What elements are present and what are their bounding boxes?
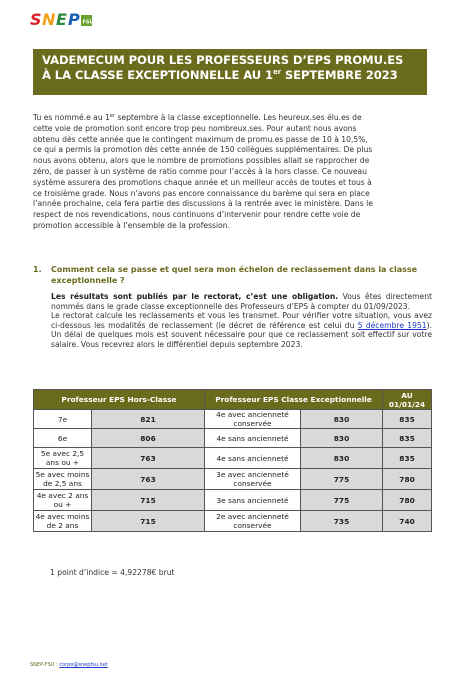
ce-indice-cell: 735 [301, 511, 383, 532]
header-hors-classe: Professeur EPS Hors-Classe [34, 390, 205, 410]
table-row [34, 511, 432, 532]
table-row [34, 490, 432, 511]
hc-echelon-cell: 6e [34, 429, 92, 448]
hc-indice-cell: 763 [92, 469, 205, 490]
au-2024-cell: 835 [383, 410, 432, 429]
intro-line: promotion accessible à l’ensemble de la profession. [33, 220, 230, 230]
hc-echelon-cell: 5e avec moins de 2,5 ans [34, 469, 92, 490]
intro-paragraph [33, 113, 431, 232]
table-header-row [34, 390, 432, 410]
hc-echelon-cell: 4e avec moins de 2 ans [34, 511, 92, 532]
hc-echelon-cell: 5e avec 2,5 ans ou + [34, 448, 92, 469]
ce-indice-cell: 775 [301, 490, 383, 511]
ce-echelon-cell: 2e avec ancienneté conservée [205, 511, 301, 532]
section-question [51, 265, 431, 286]
page-title [33, 49, 427, 95]
intro-line: nous avons obtenu, alors que le nombre de promotions possibles allait se rapprocher de [33, 156, 370, 166]
footer-email-link[interactable]: corpo@snepfsu.net [59, 662, 108, 668]
hc-echelon-cell: 7e [34, 410, 92, 429]
intro-line: obtenu dès cette année que le contingent maximum de promu.es passe de 10 à 10,5%, [33, 134, 368, 144]
decree-link[interactable]: 5 décembre 1951 [357, 320, 427, 330]
ce-indice-cell: 830 [301, 448, 383, 469]
table-row [34, 410, 432, 429]
hc-indice-cell: 763 [92, 448, 205, 469]
svg-text:E: E [56, 10, 67, 29]
footer-org: SNEP-FSU : [30, 662, 60, 668]
hc-indice-cell: 715 [92, 511, 205, 532]
table-row [34, 429, 432, 448]
section-number: 1. [33, 265, 42, 274]
au-2024-cell: 740 [383, 511, 432, 532]
header-classe-exceptionnelle: Professeur EPS Classe Exceptionnelle [205, 390, 383, 410]
snep-logo [28, 6, 108, 32]
section-1-body [51, 292, 432, 350]
ce-indice-cell: 830 [301, 410, 383, 429]
title-line-2 [42, 68, 427, 83]
ce-indice-cell: 830 [301, 429, 383, 448]
index-point-footnote: 1 point d’indice = 4,92278€ brut [50, 568, 175, 577]
svg-text:S: S [30, 10, 42, 29]
section-paragraph-2-post: ). Un délai de quelques mois est souvent nécessaire pour que ce reclassement soit effectif sur votre salaire. Vous recevrez alors le différentiel depuis septembre 2023. [51, 320, 432, 349]
table-row [34, 469, 432, 490]
title-line-2-sup: er [272, 68, 281, 76]
ce-echelon-cell: 4e sans ancienneté [205, 448, 301, 469]
intro-line: cette voie de promotion sont encore trop peu nombreux.ses. Pour autant nous avons [33, 123, 357, 133]
au-2024-cell: 835 [383, 448, 432, 469]
section-paragraph-1-rest: Vous êtes directement nommés dans le grade classe exceptionnelle des Professeurs d’EPS à compter du 01/09/2023. [51, 292, 432, 311]
table-row [34, 448, 432, 469]
intro-line: ce troisième grade. Nous n’avons pas encore connaissance du barème qui sera en place [33, 188, 370, 198]
snep-logo-graphic [28, 6, 108, 32]
ce-echelon-cell: 3e sans ancienneté [205, 490, 301, 511]
intro-line: respect de nos revendications, nous continuons d’intervenir pour rendre cette voie de [33, 210, 361, 220]
ce-echelon-cell: 4e sans ancienneté [205, 429, 301, 448]
title-line-2-pre: À LA CLASSE EXCEPTIONNELLE AU 1 [42, 68, 273, 82]
hc-indice-cell: 715 [92, 490, 205, 511]
hc-indice-cell: 806 [92, 429, 205, 448]
svg-text:N: N [42, 10, 56, 29]
intro-line [33, 113, 431, 124]
intro-line: zéro, de passer à un système de ratio comme pour l’accès à la hors classe. Ce nouveau [33, 166, 367, 176]
title-line-2-post: SEPTEMBRE 2023 [280, 68, 398, 82]
intro-line: ce qui a permis la promotion dès cette année de 150 collègues supplémentaires. De plus [33, 145, 373, 155]
svg-text:FSU: FSU [82, 19, 94, 26]
section-paragraph-1 [51, 292, 432, 311]
au-2024-cell: 835 [383, 429, 432, 448]
section-question-line-2: exceptionnelle ? [51, 275, 125, 285]
intro-line: l’année prochaine, cela fera partie des discussions à la rentrée avec le ministère. Dans le [33, 199, 373, 209]
section-paragraph-2 [51, 311, 432, 349]
au-2024-cell: 780 [383, 469, 432, 490]
intro-line: système assurera des promotions chaque année et un meilleur accès de toutes et tous à [33, 177, 372, 187]
results-published-bold: Les résultats sont publiés par le rectorat, c’est une obligation. [51, 292, 339, 301]
section-paragraph-2-pre: Le rectorat calcule les reclassements et vous les transmet. Pour vérifier votre situation, vous avez ci-dessous les modalités de reclassement (le décret de référence est celui du [51, 311, 432, 330]
hc-echelon-cell: 4e avec 2 ans ou + [34, 490, 92, 511]
page-footer [30, 662, 108, 668]
intro-line-1-sup: er [109, 113, 116, 119]
section-question-line-1: Comment cela se passe et quel sera mon échelon de reclassement dans la classe [51, 265, 418, 274]
intro-line-1-pre: Tu es nommé.e au 1 [33, 113, 110, 122]
reclassement-table [33, 389, 432, 532]
svg-text:P: P [68, 10, 80, 29]
intro-line-1-post: septembre à la classe exceptionnelle. Les heureux.ses élu.es de [115, 113, 362, 122]
ce-echelon-cell: 4e avec ancienneté conservée [205, 410, 301, 429]
title-line-1: VADEMECUM POUR LES PROFESSEURS D’EPS PROMU.ES [42, 53, 404, 67]
header-au-2024: AU 01/01/24 [383, 390, 432, 410]
hc-indice-cell: 821 [92, 410, 205, 429]
ce-indice-cell: 775 [301, 469, 383, 490]
au-2024-cell: 780 [383, 490, 432, 511]
ce-echelon-cell: 3e avec ancienneté conservée [205, 469, 301, 490]
